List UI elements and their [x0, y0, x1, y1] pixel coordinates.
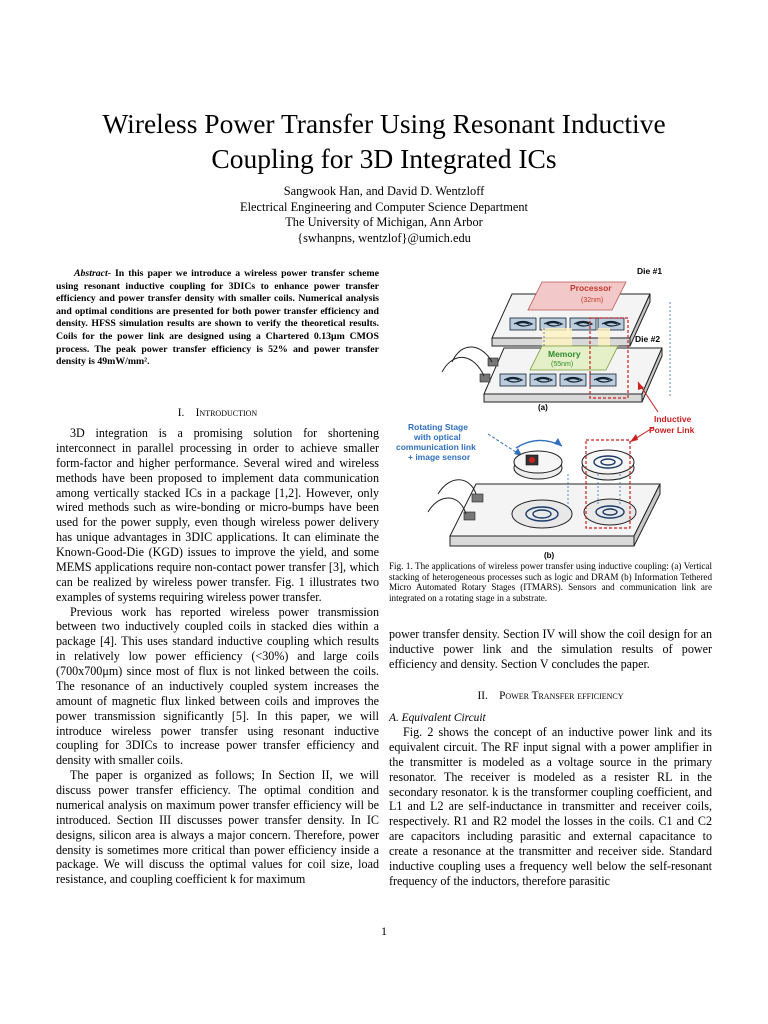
author-block — [40, 184, 728, 246]
section-2-number: II. — [477, 690, 488, 702]
author-email: {swhanpns, wentzlof}@umich.edu — [297, 230, 471, 245]
subsection-a-heading: A. Equivalent Circuit — [389, 712, 486, 724]
paragraph: Fig. 2 shows the concept of an inductive power link and its equivalent circuit. The RF input signal with a power amplifier in the transmitter is modeled as a voltage source in the primary resonator. The receiver is modeled as a resister RL in the secondary resonator. k is the transformer coupling coefficient, and L1 and L2 are self-inductance in transmitter and receiver coils, respectively. R1 and R2 model the losses in the coils. C1 and C2 are capacitors including parasitic and external capacitance to create a resonance at the transmitter and receiver side. Standard inductive coupling uses a frequency well below the self-resonant frequency of the inductors, therefore parasitic — [389, 725, 712, 888]
rotating-stage-label-3: communication link — [396, 442, 476, 452]
section-2-body — [389, 725, 712, 889]
figure-1 — [392, 262, 722, 562]
paper-title — [40, 106, 728, 176]
rotating-stage-label-4: + image sensor — [408, 452, 471, 462]
label-a: (a) — [538, 403, 548, 412]
section-1-title: Introduction — [195, 407, 258, 419]
receiver-disc — [582, 450, 634, 480]
paragraph: The paper is organized as follows; In Section II, we will discuss power transfer efficiency. The optimal condition and numerical analysis on maximum power transfer efficiency will be introduced. Section III discusses power transfer density. In IC designs, silicon area is always a major concern. Therefore, power density is sometimes more critical than power efficiency inside a package. We will discuss the optimal values for coil size, load resistance, and coupling coefficient k for maximum — [56, 768, 379, 887]
title-line-2: Coupling for 3D Integrated ICs — [211, 143, 557, 174]
substrate-slab — [428, 480, 660, 546]
rotating-stage-callout — [396, 422, 522, 462]
author-names: Sangwook Han, and David D. Wentzloff — [283, 184, 485, 198]
right-column-continuation — [389, 627, 712, 672]
processor-node-label: (32nm) — [581, 297, 604, 304]
section-1-number: I. — [177, 407, 185, 419]
die-1-label: Die #1 — [637, 266, 663, 276]
processor-label: Processor — [570, 283, 612, 293]
author-department: Electrical Engineering and Computer Science Department — [240, 199, 528, 214]
abstract-lead: Abstract- — [74, 268, 112, 279]
author-university: The University of Michigan, Ann Arbor — [285, 215, 483, 229]
rotating-stage-label-2: with optical — [414, 432, 461, 442]
paragraph: power transfer density. Section IV will show the coil design for an inductive power link and the simulation results of power efficiency and density. Section V concludes the paper. — [389, 627, 712, 671]
section-1-heading — [56, 406, 379, 420]
page-number: 1 — [381, 924, 387, 938]
paragraph: 3D integration is a promising solution for shortening interconnect in parallel processing in order to achieve smaller form-factor and higher performance. Several wired and wireless methods have been proposed to implement data communication among vertically stacked ICs in a package [1,2]. However, only wired methods such as wire-bonding or micro-bumps have been used for the power supply, even though wireless power delivery has unique advantages in 3DIC applications. It can eliminate the Known-Good-Die (KGD) issues to improve the yield, and some MEMS applications require non-contact power transfer [3], which can be realized by wireless power transfer. Fig. 1 illustrates two examples of systems requiring wireless power transfer. — [56, 426, 379, 604]
figure-1-caption: Fig. 1. The applications of wireless power transfer using inductive coupling: (a) Vertical stacking of heterogeneous processes such as logic and DRAM (b) Information Tethered Micro Automated Rotary Stages (ITMARS). Sensors and communication link are integrated on a rotating stage in a substrate. — [389, 561, 712, 603]
memory-node-label: (55nm) — [551, 361, 574, 368]
rotating-stage-label-1: Rotating Stage — [408, 422, 468, 432]
section-1-body — [56, 426, 379, 887]
label-b: (b) — [544, 551, 555, 560]
abstract — [56, 268, 379, 369]
title-line-1: Wireless Power Transfer Using Resonant Inductive — [102, 108, 666, 139]
abstract-text: In this paper we introduce a wireless power transfer scheme using resonant inductive coupling for 3DICs to enhance power transfer efficiency and power transfer density with smaller coils. Numerical analysis and optimal conditions are presented for both power transfer efficiency and density. HFSS simulation results are shown to verify the theoretical results. Coils for the power link are designed using a Chartered 0.13μm CMOS process. The peak power transfer efficiency is 52% and power transfer density is 49mW/mm². — [56, 268, 379, 368]
section-2-title: Power Transfer efficiency — [499, 690, 624, 702]
paragraph: Previous work has reported wireless power transmission between two inductively coupled coils in stacked dies within a package [4]. This uses standard inductive coupling which results in relatively low power efficiency (<30%) and large coils (700x700μm) since most of flux is not linked between the coils. The resonance of an inductively coupled system increases the amount of magnetic flux linked between coils and improves the power transmission significantly [5]. In this paper, we will introduce wireless power transfer using resonant inductive coupling for 3DICs to increase power transfer efficiency and density with smaller coils. — [56, 604, 379, 768]
figure-1-diagram — [392, 262, 722, 562]
section-2-heading — [389, 689, 712, 703]
memory-label: Memory — [548, 349, 581, 359]
die-2-label: Die #2 — [635, 334, 661, 344]
inductive-link-label-2: Power Link — [649, 425, 695, 435]
rotating-stage — [514, 438, 562, 479]
inductive-link-label-1: Inductive — [654, 414, 692, 424]
